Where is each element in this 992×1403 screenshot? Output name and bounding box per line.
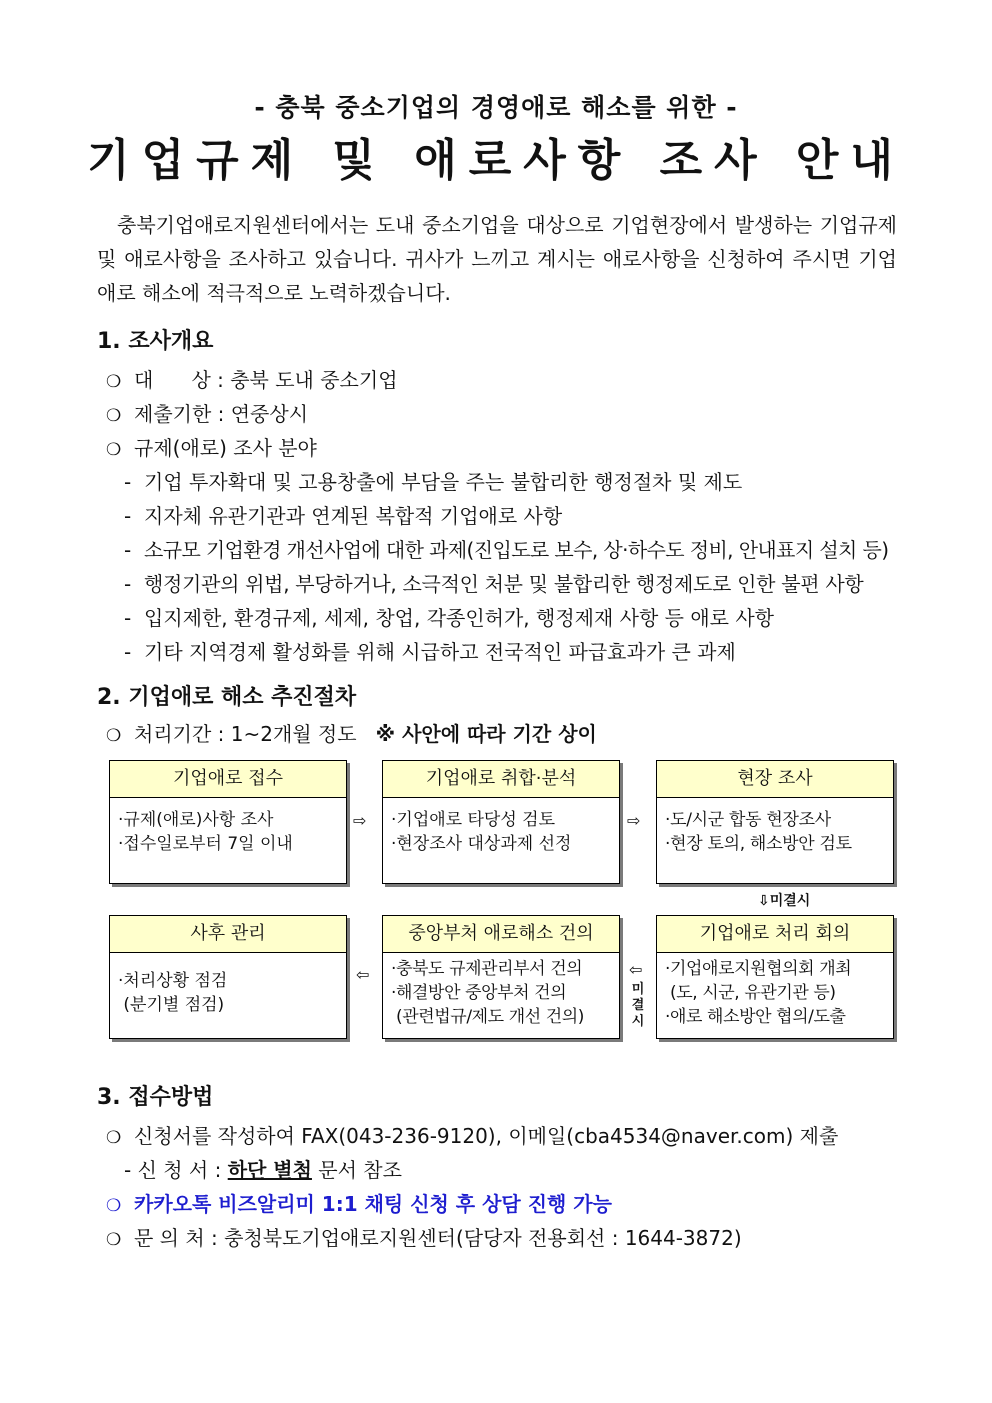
field-item: - 기타 지역경제 활성화를 위해 시급하고 전국적인 파급효과가 큰 과제 (124, 640, 736, 664)
flow-box-title: 사후 관리 (110, 916, 346, 953)
period-note: ※ 사안에 따라 기간 상이 (375, 722, 597, 746)
flow-box-receipt: 기업애로 접수 ·규제(애로)사항 조사 ·접수일로부터 7일 이내 (109, 760, 347, 884)
intro-paragraph (97, 208, 897, 310)
field-item: - 소규모 기업환경 개선사업에 대한 과제(진입도로 보수, 상·하수도 정비, 안내표지 설치 등) (124, 538, 889, 562)
form-reference: - 신 청 서 : 하단 별첨 문서 참조 (124, 1158, 402, 1182)
flow-box-meeting: 기업애로 처리 회의 ·기업애로지원협의회 개최 (도, 시군, 유관기관 등) ·애로 해소방안 협의/도출 (656, 915, 894, 1039)
arrow-down-icon: ⇩ (758, 893, 770, 909)
processing-period: ❍ 처리기간 : 1~2개월 정도 ※ 사안에 따라 기간 상이 (106, 722, 597, 746)
bullet-icon: ❍ (106, 726, 122, 746)
flow-box-title: 기업애로 취합·분석 (383, 761, 619, 798)
flow-box-title: 현장 조사 (657, 761, 893, 798)
document-title: 기업규제 및 애로사항 조사 안내 (87, 135, 905, 186)
field-item: - 기업 투자확대 및 고용창출에 부담을 주는 불합리한 행정절차 및 제도 (124, 470, 743, 494)
flow-box-title: 기업애로 처리 회의 (657, 916, 893, 953)
bullet-icon: ❍ (106, 406, 122, 426)
flow-box-analysis: 기업애로 취합·분석 ·기업애로 타당성 검토 ·현장조사 대상과제 선정 (382, 760, 620, 884)
arrow-right-icon: ⇨ (627, 811, 641, 830)
bullet-icon: ❍ (106, 1128, 122, 1148)
submission-method: ❍ 신청서를 작성하여 FAX(043-236-9120), 이메일(cba4534@naver.com) 제출 (106, 1124, 839, 1148)
bullet-icon: ❍ (106, 1196, 122, 1216)
arrow-right-icon: ⇨ (353, 811, 367, 830)
kakao-consultation: ❍ 카카오톡 비즈알리미 1:1 채팅 신청 후 상담 진행 가능 (106, 1192, 612, 1216)
section3-heading: 3. 접수방법 (97, 1085, 214, 1110)
flow-box-title: 중앙부처 애로해소 건의 (383, 916, 619, 953)
section2-heading: 2. 기업애로 해소 추진절차 (97, 685, 357, 710)
bullet-icon: ❍ (106, 372, 122, 392)
section1-item-deadline: ❍ 제출기한 : 연중상시 (106, 402, 309, 426)
flow-box-follow-up: 사후 관리 ·처리상황 점검 (분기별 점검) (109, 915, 347, 1039)
bullet-icon: ❍ (106, 440, 122, 460)
document-subtitle: - 충북 중소기업의 경영애로 해소를 위한 - (254, 93, 738, 122)
section1-item-target: ❍ 대 상 : 충북 도내 중소기업 (106, 368, 398, 392)
arrow-left-icon: ⇦ (356, 965, 370, 984)
field-item: - 행정기관의 위법, 부당하거나, 소극적인 처분 및 불합리한 행정제도로 인한 불편 사항 (124, 572, 864, 596)
unresolved-down-label: ⇩미결시 (758, 893, 811, 909)
flow-box-title: 기업애로 접수 (110, 761, 346, 798)
section1-item-fields: ❍ 규제(애로) 조사 분야 (106, 436, 317, 460)
contact-info: ❍ 문 의 처 : 충청북도기업애로지원센터(담당자 전용회선 : 1644-3872) (106, 1226, 742, 1250)
flow-box-site-survey: 현장 조사 ·도/시군 합동 현장조사 ·현장 토의, 해소방안 검토 (656, 760, 894, 884)
bullet-icon: ❍ (106, 1230, 122, 1250)
arrow-left-icon: ⇦ (629, 960, 643, 979)
section1-heading: 1. 조사개요 (97, 329, 214, 354)
flow-box-ministry-proposal: 중앙부처 애로해소 건의 ·충북도 규제관리부서 건의 ·해결방안 중앙부처 건의 (관련법규/제도 개선 건의) (382, 915, 620, 1039)
field-item: - 지자체 유관기관과 연계된 복합적 기업애로 사항 (124, 504, 563, 528)
field-item: - 입지제한, 환경규제, 세제, 창업, 각종인허가, 행정제재 사항 등 애로 사항 (124, 606, 774, 630)
form-attachment-label: 하단 별첨 (227, 1158, 312, 1182)
intro-text: 충북기업애로지원센터에서는 도내 중소기업을 대상으로 기업현장에서 발생하는 기업규제 및 애로사항을 조사하고 있습니다. 귀사가 느끼고 계시는 애로사항을 신청하여 주시면 기업애로 해소에 적극적으로 노력하겠습니다. (97, 213, 897, 305)
unresolved-vertical-label: 미 결 시 (631, 982, 645, 1029)
